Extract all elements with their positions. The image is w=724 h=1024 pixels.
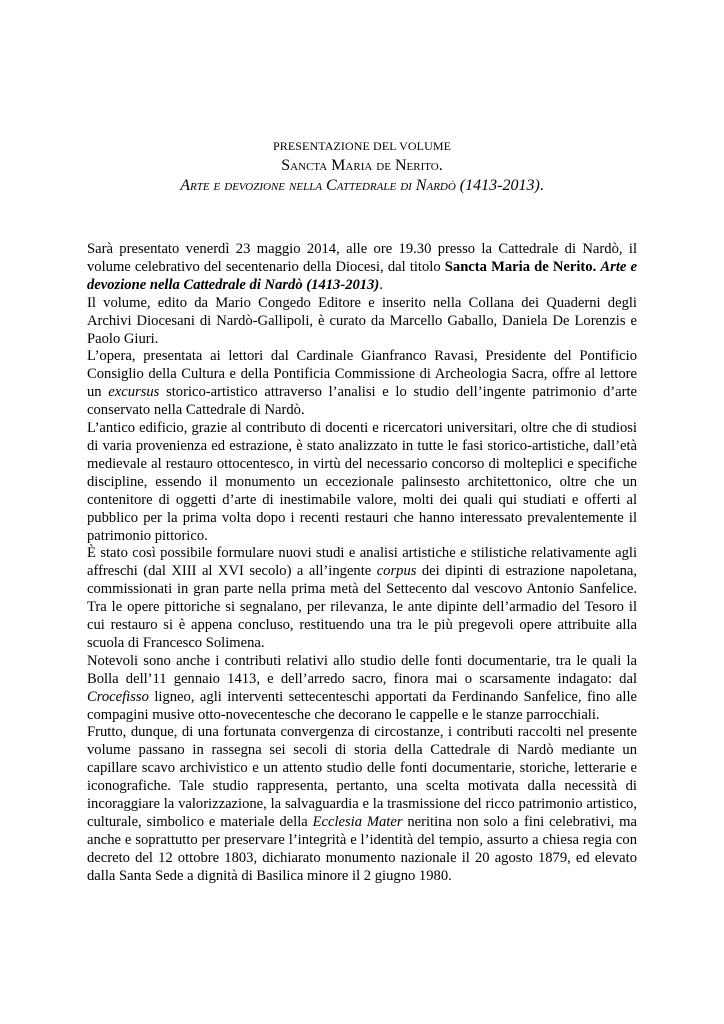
volume-subtitle-text: Arte e devozione nella Cattedrale di Nardò (1413-2013) — [180, 177, 540, 194]
text-run: Notevoli sono anche i contributi relativi allo studio delle fonti documentarie, tra le quali la Bolla dell’11 gennaio 1413, e dell’arredo sacro, finora mai o scarsamente indagato: dal — [87, 652, 637, 687]
volume-subtitle-end: . — [539, 177, 544, 194]
volume-subtitle — [0, 176, 724, 196]
paragraph-announcement — [87, 241, 637, 295]
text-run: È stato così possibile formulare nuovi studi e analisi artistiche e stilistiche relativamente agli affreschi (dal XIII al XVI secolo) a all’ingente — [87, 545, 637, 580]
text-run: L’opera, presentata ai lettori dal Cardinale Gianfranco Ravasi, Presidente del Pontificio Consiglio della Cultura e della Pontificia Commissione di Archeologia Sacra, offre al lettore un — [87, 348, 637, 401]
paragraph-studies — [87, 545, 637, 652]
italic-term: Crocefisso — [87, 688, 149, 705]
italic-term: corpus — [376, 563, 417, 580]
book-subtitle-bold-italic: Arte e devozione nella Cattedrale di Nardò (1413-2013) — [87, 258, 637, 293]
kicker-label: PRESENTAZIONE DEL VOLUME — [272, 139, 452, 153]
italic-term: Ecclesia Mater — [312, 814, 403, 830]
paragraph-sources — [87, 653, 637, 725]
text-run: . — [379, 276, 383, 293]
text-run: ligneo, agli interventi settecenteschi apportati da Ferdinando Sanfelice, fino alle compagini musive otto-novecentesche che decorano le cappelle e le stanze parrocchiali. — [87, 688, 637, 723]
italic-term: excursus — [108, 384, 160, 401]
document-header — [0, 138, 724, 196]
text-run: Sarà presentato venerdì 23 maggio 2014, alle ore 19.30 presso la Cattedrale di Nardò, il volume celebrativo del secentenario della Diocesi, dal titolo — [87, 241, 637, 275]
text-run: storico-artistico attraverso l’analisi e lo studio dell’ingente patrimonio d’arte conservato nella Cattedrale di Nardò. — [87, 384, 637, 419]
volume-title: Sancta Maria de Nerito. — [281, 157, 443, 174]
text-run: neritina non solo a fini celebrativi, ma anche e soprattutto per preservare l’integrità e l’identità del tempio, assurto a chiesa regia con decreto del 12 ottobre 1803, dichiarato monumento nazionale il 20 agosto 1879, ed elevato dalla Santa Sede a dignità di Basilica minore il 2 giugno 1980. — [87, 814, 637, 884]
paragraph-building: L’antico edificio, grazie al contributo di docenti e ricercatori universitari, oltre che di studiosi di varia provenienza ed estrazione, è stato analizzato in tutte le fasi storico-artistiche, dall’età medievale al restauro ottocentesco, in virtù del necessario concorso di molteplici e specifiche discipline, essendo il monumento un eccezionale palinsesto architettonico, oltre che un contenitore di oggetti d’arte di inestimabile valore, molti dei quali qui studiati e offerti al pubblico per la prima volta dopo i recenti restauri che hanno interessato prevalentemente il patrimonio pittorico. — [87, 420, 637, 544]
text-run: Frutto, dunque, di una fortunata convergenza di circostanze, i contributi raccolti nel presente volume passano in rassegna sei secoli di storia della Cattedrale di Nardò mediante un capillare scavo archivistico e un attento studio delle fonti documentarie, storiche, letterarie e iconografiche. Tale studio rappresenta, pertanto, una scelta motivata dalla necessità di incoraggiare la valorizzazione, la salvaguardia e la trasmissione del ricco patrimonio artistico, culturale, simbolico e materiale della — [87, 724, 637, 830]
book-title-bold: Sancta Maria de Nerito. — [444, 258, 597, 275]
paragraph-editors: Il volume, edito da Mario Congedo Editore e inserito nella Collana dei Quaderni degli Archivi Diocesani di Nardò-Gallipoli, è curato da Marcello Gaballo, Daniela De Lorenzis e Paolo Giuri. — [87, 294, 637, 347]
paragraph-conclusion — [87, 724, 637, 885]
paragraph-presentation — [87, 348, 637, 420]
document-body — [87, 241, 637, 886]
text-run: dei dipinti di estrazione napoletana, commissionati in gran parte nella prima metà del Settecento dal vescovo Antonio Sanfelice. Tra le opere pittoriche si segnalano, per rilevanza, le ante dipinte dell’armadio del Tesoro il cui restauro si è appena concluso, restituendo una tra le più pregevoli opere attribuite alla scuola di Francesco Solimena. — [87, 563, 637, 651]
